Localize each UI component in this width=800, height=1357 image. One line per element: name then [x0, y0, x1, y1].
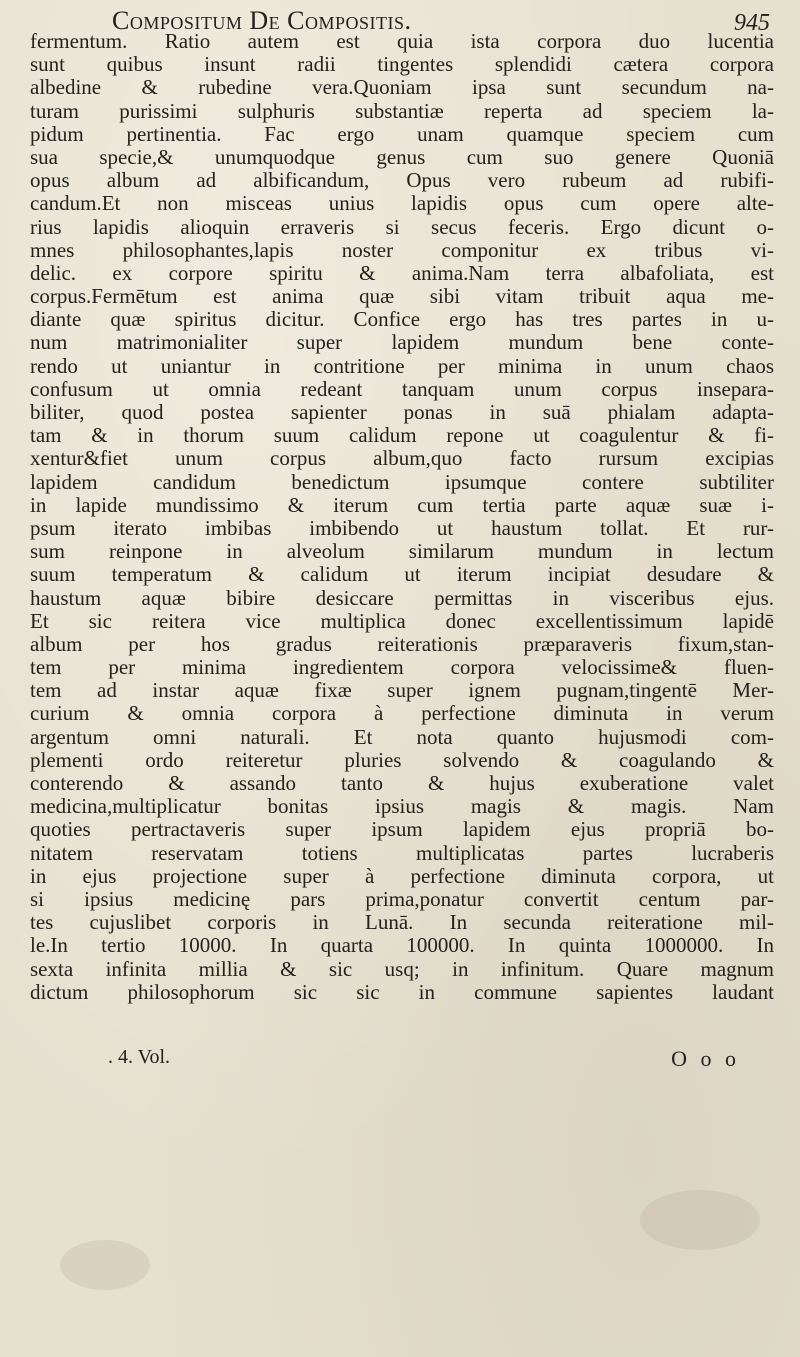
- text-line: nitatem reservatam totiens multiplicatas partes lucraberis: [30, 841, 774, 865]
- text-line: rius lapidis alioquin erraveris si secus feceris. Ergo dicunt o-: [30, 215, 774, 239]
- text-line: medicina,multiplicatur bonitas ipsius magis & magis. Nam: [30, 795, 774, 819]
- catchword: O o o: [671, 1046, 740, 1071]
- text-line: Et sic reitera vice multiplica donec excellentissimum lapidē: [30, 609, 774, 633]
- text-line: biliter, quod postea sapienter ponas in suā phialam adapta-: [30, 401, 774, 424]
- text-line: album per hos gradus reiterationis præparaveris fixum,stan-: [30, 632, 774, 656]
- text-line: tam & in thorum suum calidum repone ut coagulentur & fi-: [30, 424, 774, 448]
- text-line: argentum omni naturali. Et nota quanto hujusmodi com-: [30, 725, 774, 749]
- text-line: psum iterato imbibas imbibendo ut haustum tollat. Et rur-: [30, 516, 774, 540]
- text-line: quoties pertractaveris super ipsum lapidem ejus propriā bo-: [30, 818, 774, 842]
- text-line: lapidem candidum benedictum ipsumque contere subtiliter: [30, 470, 774, 494]
- text-line: dictum philosophorum sic sic in commune sapientes laudant: [30, 980, 774, 1004]
- text-line: pidum pertinentia. Fac ergo unam quamque speciem cum: [30, 122, 774, 146]
- text-line: confusum ut omnia redeant tanquam unum corpus inseparа-: [30, 377, 774, 401]
- text-line: opus album ad albificandum, Opus vero rubeum ad rubifi-: [30, 169, 774, 193]
- text-line: sexta infinita millia & sic usq; in infinitum. Quare magnum: [30, 957, 774, 981]
- text-line: candum.Et non misceas unius lapidis opus cum opere alte-: [30, 192, 774, 216]
- running-title: Compositum De Compositis.: [112, 6, 412, 35]
- text-line: xentur&fiet unum corpus album,quo facto rursum excipias: [30, 447, 774, 471]
- body-text: [22, 30, 782, 1004]
- text-line: diante quæ spiritus dicitur. Confice ergo has tres partes in u-: [30, 308, 774, 332]
- text-line: si ipsius medicinę pars prima,ponatur convertit centum par-: [30, 887, 774, 911]
- text-line: plementi ordo reiteretur pluries solvendo & coagulando &: [30, 748, 774, 772]
- text-line: conterendo & assando tanto & hujus exuberatione valet: [30, 772, 774, 795]
- text-line: suum temperatum & calidum ut iterum incipiat desudare &: [30, 563, 774, 587]
- text-line: sua specie,& unumquodque genus cum suo genere Quoniā: [30, 145, 774, 169]
- text-line: corpus.Fermētum est anima quæ sibi vitam tribuit aqua me-: [30, 285, 774, 309]
- text-line: num matrimonialiter super lapidem mundum bene conte-: [30, 331, 774, 355]
- text-line: mnes philosophantes,lapis noster componitur ex tribus vi-: [30, 238, 774, 262]
- text-line: haustum aquæ bibire desiccare permittas in visceribus ejus.: [30, 586, 774, 610]
- blank-margin: [0, 1080, 800, 1357]
- text-line: fermentum. Ratio autem est quia ista corpora duo lucentia: [30, 30, 774, 53]
- text-line: tem ad instar aquæ fixæ super ignem pugnam,tingentē Mer-: [30, 679, 774, 703]
- text-line: sunt quibus insunt radii tingentes splendidi cætera corpora: [30, 53, 774, 77]
- text-line: curium & omnia corpora à perfectione diminuta in verum: [30, 702, 774, 726]
- signature-mark: . 4. Vol.: [108, 1046, 171, 1068]
- text-line: le.In tertio 10000. In quarta 100000. In quinta 1000000. In: [30, 934, 774, 958]
- page-footer: [0, 1046, 800, 1074]
- text-line: sum reinpone in alveolum similarum mundum in lectum: [30, 540, 774, 564]
- text-line: in lapide mundissimo & iterum cum tertia parte aquæ suæ i-: [30, 493, 774, 517]
- text-line: tem per minima ingredientem corpora velocissime& fluen-: [30, 656, 774, 680]
- text-line: delic. ex corpore spiritu & anima.Nam terra albafoliata, est: [30, 261, 774, 285]
- text-line: in ejus projectione super à perfectione diminuta corpora, ut: [30, 864, 774, 888]
- text-line: rendo ut uniantur in contritione per minima in unum chaos: [30, 354, 774, 378]
- text-line: turam purissimi sulphuris substantiæ reperta ad speciem la-: [30, 99, 774, 123]
- text-line: albedine & rubedine vera.Quoniam ipsa sunt secundum na-: [30, 76, 774, 100]
- page-number: 945: [734, 10, 770, 36]
- text-line: tes cujuslibet corporis in Lunā. In secunda reiteratione mil-: [30, 911, 774, 935]
